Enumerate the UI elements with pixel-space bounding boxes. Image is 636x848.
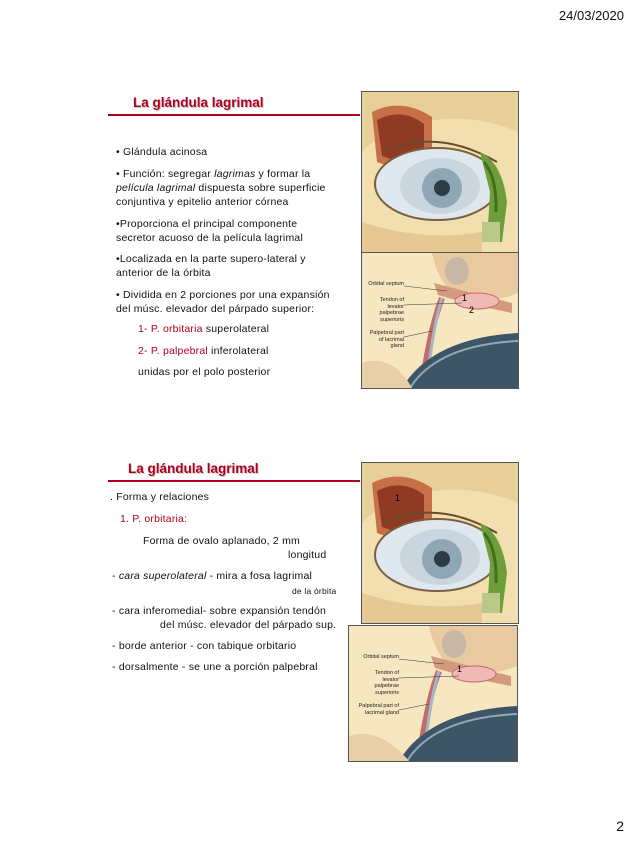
marker-1: 1 xyxy=(462,293,468,303)
slide-2 xyxy=(108,452,528,792)
bullet-dividida: • Dividida en 2 porciones por una expansión del músc. elevador del párpado superior: xyxy=(116,289,330,315)
sagittal-section-image xyxy=(361,252,519,389)
eye-anatomy-image xyxy=(361,462,519,624)
porcion-orbitaria: 1- P. orbitaria superolateral xyxy=(138,323,270,335)
longitud-line: longitud xyxy=(288,549,327,561)
cara-superolateral: - cara superolateral - mira a fosa lagrimal xyxy=(112,570,313,582)
sagittal-section-image xyxy=(348,625,518,762)
borde-anterior: - borde anterior - con tabique orbitario xyxy=(112,640,297,652)
cara-inferomedial-cont: del músc. elevador del párpado sup. xyxy=(160,619,337,631)
label-levator-tendon: Tendon of levator palpebrae superioris xyxy=(379,297,404,323)
cara-inferomedial: - cara inferomedial- sobre expansión tendón xyxy=(112,605,327,617)
label-levator-tendon: Tendon of levator palpebrae superioris xyxy=(374,670,399,696)
dorsalmente: - dorsalmente - se une a porción palpebral xyxy=(112,661,318,673)
label-orbital-septum: Orbital septum xyxy=(363,654,399,660)
page-number: 2 xyxy=(616,818,624,834)
slide-title: La glándula lagrimal xyxy=(128,461,259,476)
orbitaria-heading: 1. P. orbitaria: xyxy=(120,513,188,525)
polo-posterior-text: unidas por el polo posterior xyxy=(138,366,271,378)
de-la-orbita: de la órbita xyxy=(292,586,337,596)
title-rule xyxy=(108,480,360,482)
title-rule xyxy=(108,114,360,116)
forma-relaciones: . Forma y relaciones xyxy=(110,491,210,503)
bullet-localizada: •Localizada en la parte supero-lateral y anterior de la órbita xyxy=(116,253,306,279)
bullet-acinosa: • Glándula acinosa xyxy=(116,146,208,158)
marker-1: 1 xyxy=(457,664,463,674)
label-palpebral-part: Palpebral part of lacrimal gland xyxy=(358,703,399,716)
bullet-funcion: • Función: segregar lagrimas y formar la película lagrimal dispuesta sobre superficie conjuntiva y epitelio anterior córnea xyxy=(116,168,326,208)
bullet-proporciona: •Proporciona el principal componente secretor acuoso de la película lagrimal xyxy=(116,218,303,244)
page-date: 24/03/2020 xyxy=(558,8,624,23)
marker-2: 2 xyxy=(469,305,475,315)
forma-line: Forma de ovalo aplanado, 2 mm xyxy=(143,535,300,547)
label-orbital-septum: Orbital septum xyxy=(368,281,404,287)
eye-anatomy-image xyxy=(361,91,519,253)
marker-1: 1 xyxy=(395,493,401,503)
slide-1 xyxy=(108,85,528,425)
slide-title: La glándula lagrimal xyxy=(133,95,264,110)
porcion-palpebral: 2- P. palpebral inferolateral xyxy=(138,345,269,357)
label-palpebral-part: Palpebral part of lacrimal gland xyxy=(369,330,404,349)
